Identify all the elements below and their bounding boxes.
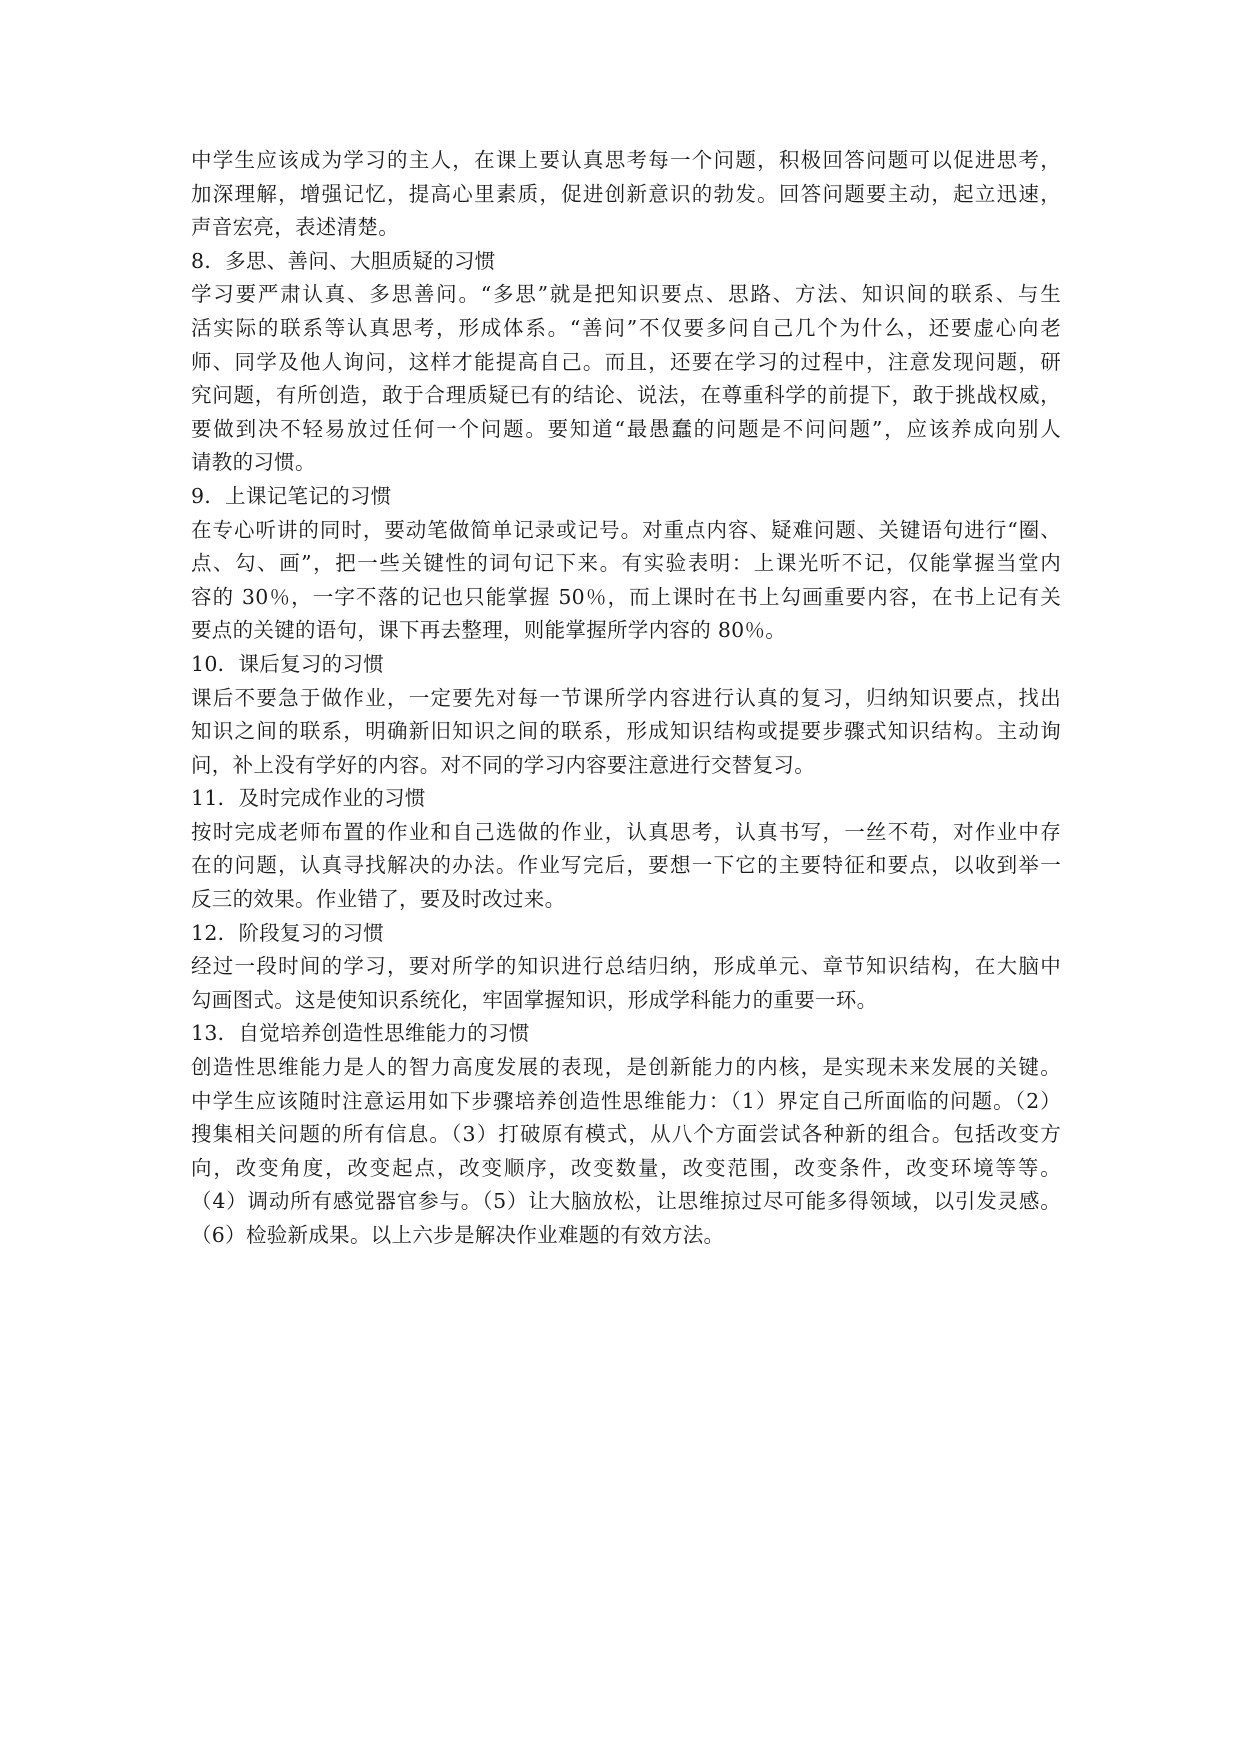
- text-line: （4）调动所有感觉器官参与。（5）让大脑放松，让思维掠过尽可能多得领域，以引发灵感。: [191, 1189, 1061, 1214]
- text-line: 师、同学及他人询问，这样才能提高自己。而且，还要在学习的过程中，注意发现问题，研: [191, 349, 1061, 374]
- text-line: 课后不要急于做作业，一定要先对每一节课所学内容进行认真的复习，归纳知识要点，找出: [191, 685, 1061, 710]
- text-line: 在的问题，认真寻找解决的办法。作业写完后，要想一下它的主要特征和要点，以收到举一: [191, 853, 1061, 878]
- text-line: 创造性思维能力是人的智力高度发展的表现，是创新能力的内核，是实现未来发展的关键。: [191, 1055, 1061, 1080]
- text-line: 按时完成老师布置的作业和自己选做的作业，认真思考，认真书写，一丝不苟，对作业中存: [191, 819, 1061, 844]
- text-line: 知识之间的联系，明确新旧知识之间的联系，形成知识结构或提要步骤式知识结构。主动询: [191, 719, 1061, 744]
- text-line: 反三的效果。作业错了，要及时改过来。: [191, 887, 566, 912]
- section-heading: 13．自觉培养创造性思维能力的习惯: [191, 1021, 530, 1046]
- section-10: [191, 648, 1061, 782]
- section-13: [191, 1017, 1061, 1252]
- text-line: 点、勾、画”，把一些关键性的词句记下来。有实验表明：上课光听不记，仅能掌握当堂内: [191, 551, 1061, 576]
- text-line: 中学生应该随时注意运用如下步骤培养创造性思维能力：（1）界定自己所面临的问题。（2）: [191, 1088, 1061, 1113]
- text-line: 勾画图式。这是使知识系统化，牢固掌握知识，形成学科能力的重要一环。: [191, 987, 878, 1012]
- text-line: 学习要严肃认真、多思善问。“多思”就是把知识要点、思路、方法、知识间的联系、与生: [191, 282, 1061, 307]
- section-heading: 12．阶段复习的习惯: [191, 920, 385, 945]
- intro-paragraph: [191, 144, 1061, 245]
- text-line: 经过一段时间的学习，要对所学的知识进行总结归纳，形成单元、章节知识结构，在大脑中: [191, 954, 1061, 979]
- section-12: [191, 917, 1061, 1018]
- text-line: 问，补上没有学好的内容。对不同的学习内容要注意进行交替复习。: [191, 752, 815, 777]
- text-line: 要点的关键的语句，课下再去整理，则能掌握所学内容的 80％。: [191, 618, 787, 643]
- section-heading: 10．课后复习的习惯: [191, 651, 385, 676]
- text-line: （6）检验新成果。以上六步是解决作业难题的有效方法。: [191, 1223, 725, 1247]
- section-heading: 9．上课记笔记的习惯: [191, 483, 392, 508]
- text-line: 究问题，有所创造，敢于合理质疑已有的结论、说法，在尊重科学的前提下，敢于挑战权威，: [191, 383, 1061, 408]
- section-8: [191, 245, 1061, 480]
- text-line: 容的 30％，一字不落的记也只能掌握 50％，而上课时在书上勾画重要内容，在书上记有关: [191, 584, 1061, 609]
- text-line: 加深理解，增强记忆，提高心里素质，促进创新意识的勃发。回答问题要主动，起立迅速，: [191, 181, 1061, 206]
- document-page: [191, 144, 1061, 1253]
- text-line: 中学生应该成为学习的主人，在课上要认真思考每一个问题，积极回答问题可以促进思考，: [191, 148, 1061, 172]
- text-line: 请教的习惯。: [191, 450, 316, 475]
- section-heading: 11．及时完成作业的习惯: [191, 786, 426, 811]
- text-line: 要做到决不轻易放过任何一个问题。要知道“最愚蠢的问题是不问问题”，应该养成向别人: [191, 416, 1061, 441]
- text-line: 活实际的联系等认真思考，形成体系。“善问”不仅要多问自己几个为什么，还要虚心向老: [191, 315, 1061, 340]
- section-heading: 8．多思、善问、大胆质疑的习惯: [191, 248, 496, 273]
- text-line: 在专心听讲的同时，要动笔做简单记录或记号。对重点内容、疑难问题、关键语句进行“圈、: [191, 517, 1061, 542]
- text-line: 声音宏亮，表述清楚。: [191, 215, 399, 240]
- text-line: 向，改变角度，改变起点，改变顺序，改变数量，改变范围，改变条件，改变环境等等。: [191, 1155, 1061, 1180]
- text-line: 搜集相关问题的所有信息。（3）打破原有模式，从八个方面尝试各种新的组合。包括改变方: [191, 1122, 1061, 1147]
- section-9: [191, 480, 1061, 648]
- section-11: [191, 782, 1061, 916]
